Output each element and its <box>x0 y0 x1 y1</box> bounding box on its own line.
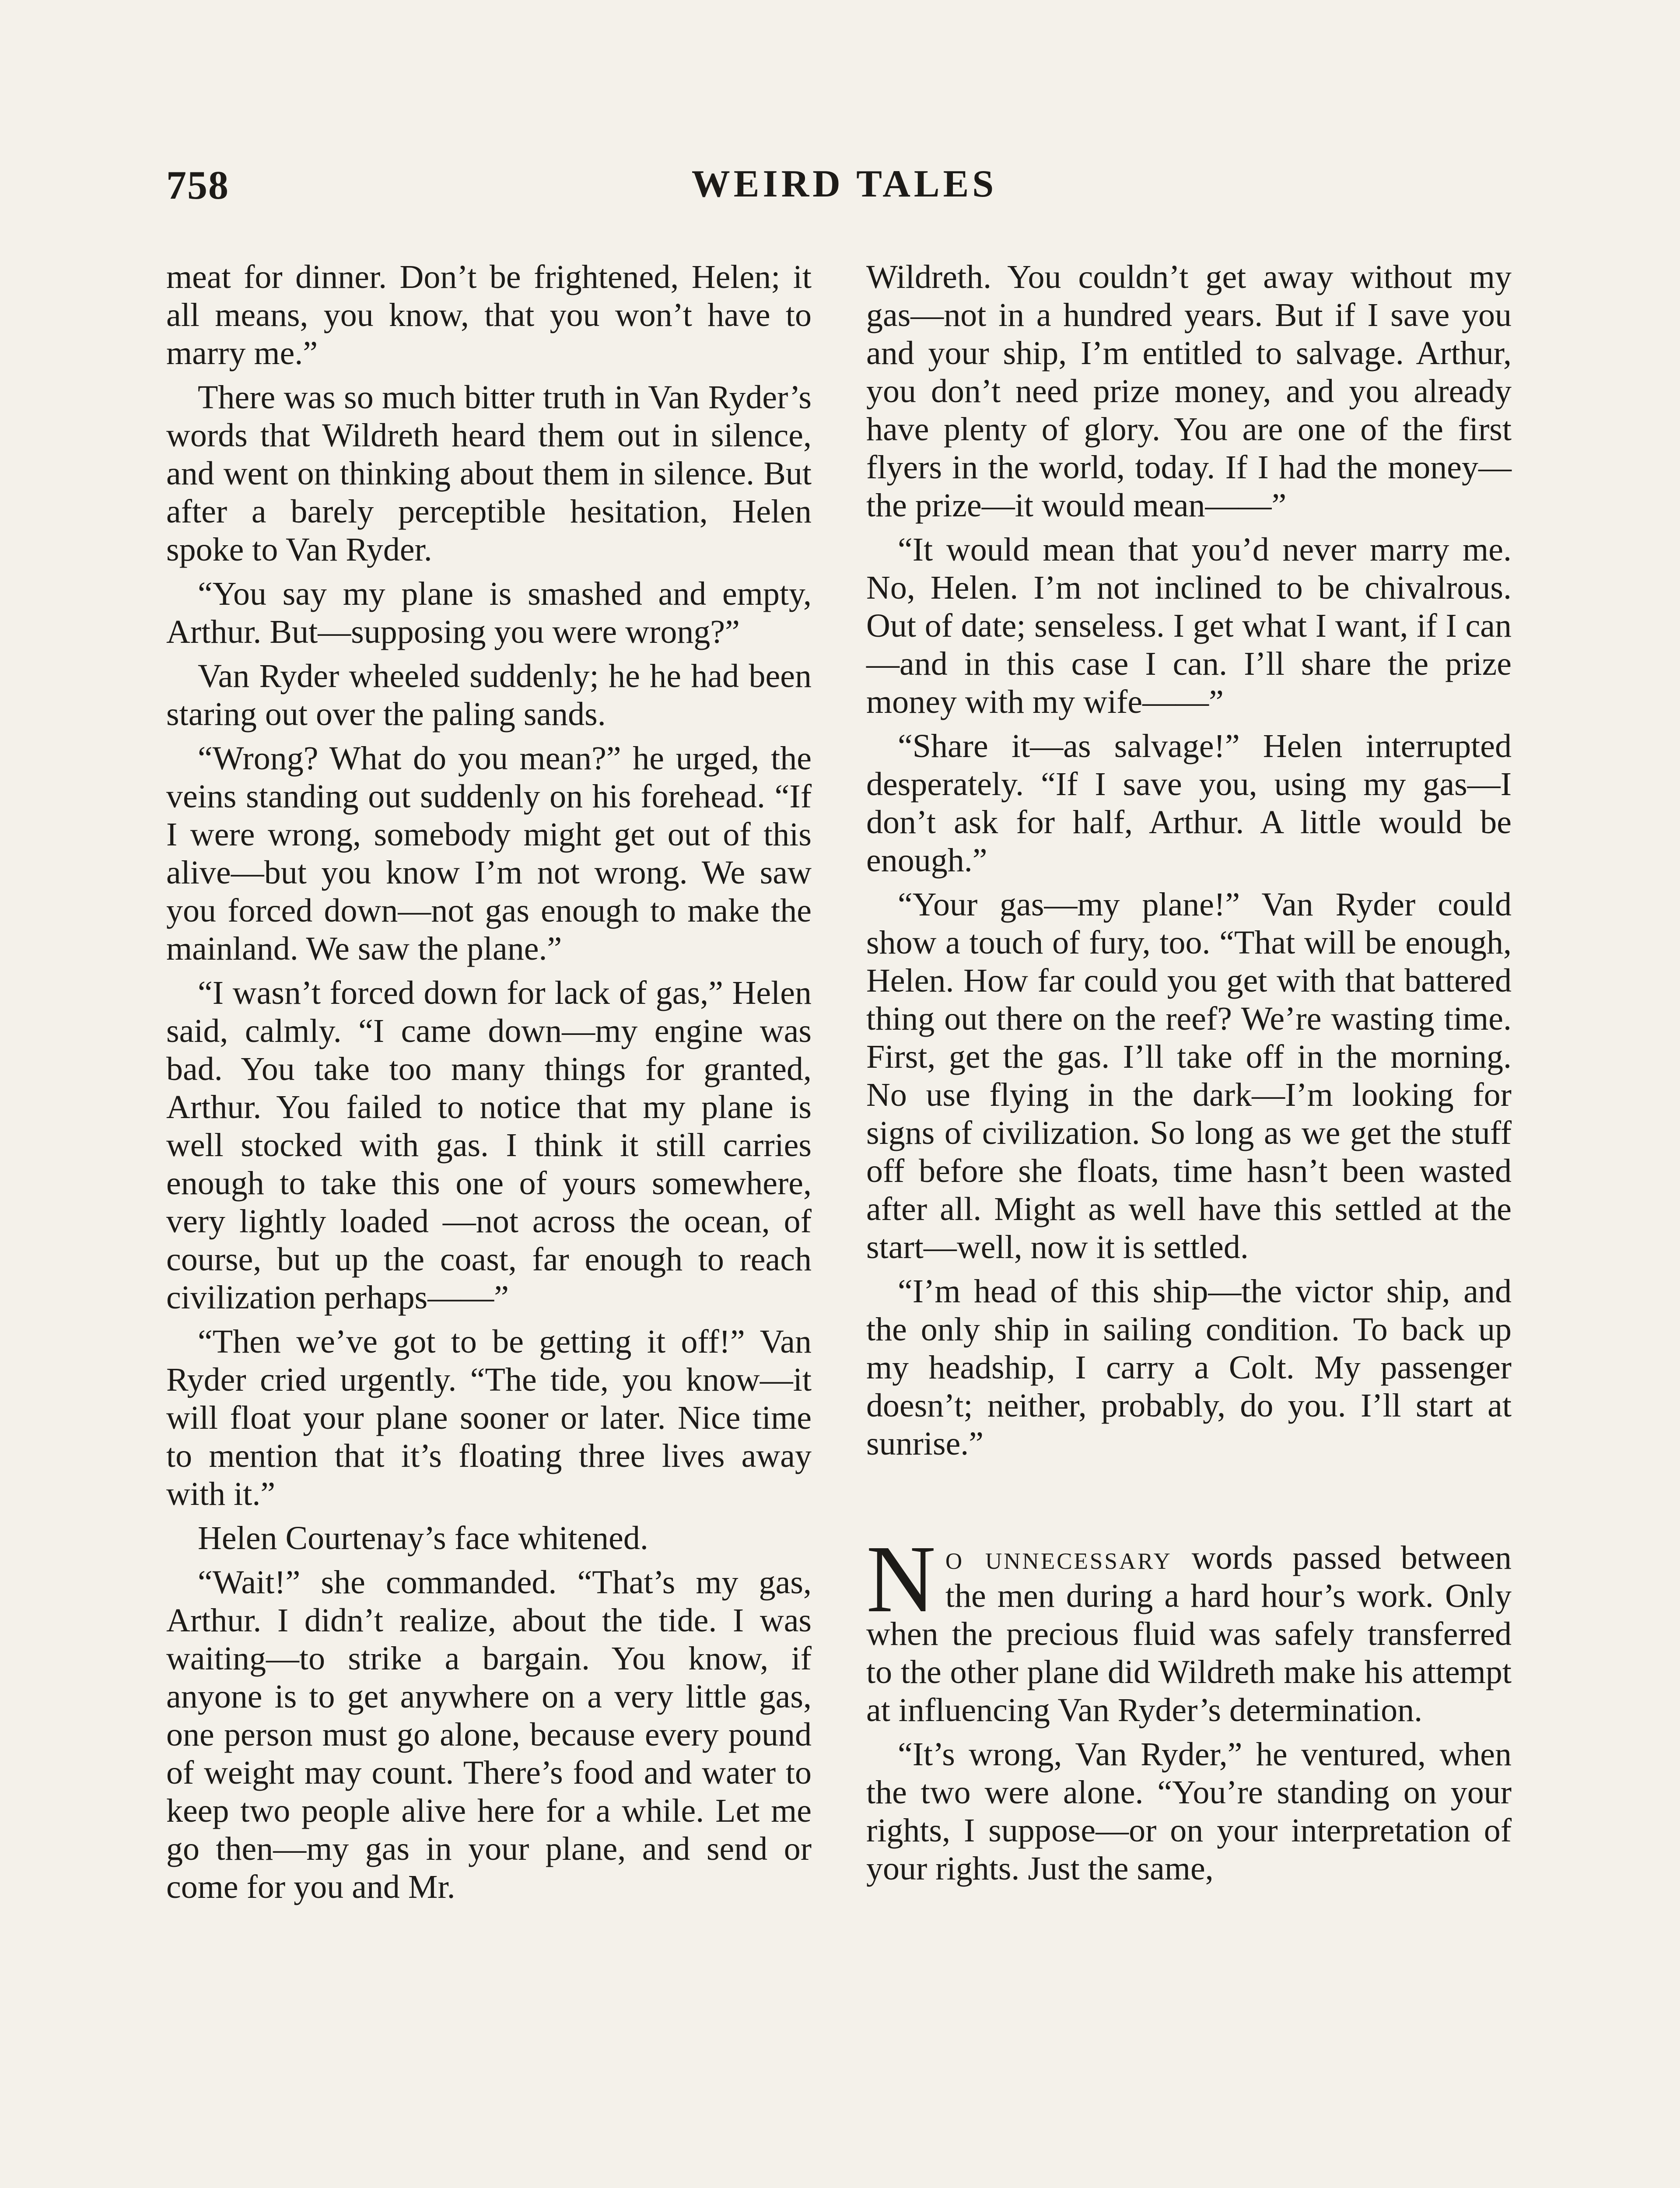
page-number: 758 <box>166 163 229 207</box>
paragraph: “Then we’ve got to be getting it off!” Van Ryder cried urgently. “The tide, you know—it will float your plane sooner or later. Nice time to mention that it’s floating three lives away with it.” <box>166 1323 812 1512</box>
paragraph: “Your gas—my plane!” Van Ryder could show a touch of fury, too. “That will be enough, Helen. How far could you get with that battered thing out there on the reef? We’re wasting time. First, get the gas. I’ll take off in the morning. No use flying in the dark—I’m looking for signs of civilization. So long as we get the stuff off before she floats, time hasn’t been wasted after all. Might as well have this settled at the start—well, now it is settled. <box>866 886 1512 1266</box>
paragraph: meat for dinner. Don’t be frightened, Helen; it all means, you know, that you won’t have to marry me.” <box>166 259 812 372</box>
right-column <box>866 258 1512 1894</box>
section-break <box>866 1469 1512 1539</box>
page-header <box>166 158 1522 228</box>
paragraph-text: words passed between the men during a hard hour’s work. Only when the precious fluid was safely transferred to the other plane did Wildreth make his attempt at influencing Van Ryder’s determination. <box>866 1539 1512 1729</box>
paragraph: “I wasn’t forced down for lack of gas,” Helen said, calmly. “I came down—my engine was bad. You take too many things for granted, Arthur. You failed to notice that my plane is well stocked with gas. I think it still carries enough to take this one of yours somewhere, very lightly loaded —not across the ocean, of course, but up the coast, far enough to reach civilization perhaps——” <box>166 975 812 1316</box>
paragraph: “It’s wrong, Van Ryder,” he ventured, when the two were alone. “You’re standing on your rights, I suppose—or on your interpretation of your rights. Just the same, <box>866 1736 1512 1887</box>
paragraph: Helen Courtenay’s face whitened. <box>198 1520 648 1557</box>
paragraph: “Wait!” she commanded. “That’s my gas, Arthur. I didn’t realize, about the tide. I was waiting—to strike a bargain. You know, if anyone is to get anywhere on a very little gas, one person must go alone, because every pound of weight may count. There’s food and water to keep two people alive here for a while. Let me go then—my gas in your plane, and send or come for you and Mr. <box>166 1564 812 1905</box>
paragraph: “I’m head of this ship—the victor ship, and the only ship in sailing condition. To back up my headship, I carry a Colt. My passenger doesn’t; neither, probably, do you. I’ll start at sunrise.” <box>866 1273 1512 1462</box>
section-opening-paragraph <box>866 1525 1512 1729</box>
paragraph: “It would mean that you’d never marry me. No, Helen. I’m not inclined to be chivalrous. Out of date; senseless. I get what I want, if I can—and in this case I can. I’ll share the prize money with my wife——” <box>866 531 1512 720</box>
running-title: WEIRD TALES <box>691 163 998 205</box>
paragraph: Wildreth. You couldn’t get away without my gas—not in a hundred years. But if I save you and your ship, I’m entitled to salvage. Arthur, you don’t need prize money, and you already have plenty of glory. You are one of the first flyers in the world, today. If I had the money— the prize—it would mean——” <box>866 259 1512 524</box>
drop-cap: N <box>866 1525 936 1632</box>
small-caps-lead: o unnecessary <box>945 1539 1172 1576</box>
paragraph: “You say my plane is smashed and empty, Arthur. But—supposing you were wrong?” <box>166 575 812 650</box>
left-column <box>166 258 812 1912</box>
paragraph: There was so much bitter truth in Van Ryder’s words that Wildreth heard them out in silence, and went on thinking about them in silence. But after a barely perceptible hesitation, Helen spoke to Van Ryder. <box>166 379 812 568</box>
paragraph: “Share it—as salvage!” Helen interrupted desperately. “If I save you, using my gas—I don’t ask for half, Arthur. A little would be enough.” <box>866 728 1512 879</box>
paragraph: Van Ryder wheeled suddenly; he he had been staring out over the paling sands. <box>166 658 812 733</box>
paragraph: “Wrong? What do you mean?” he urged, the veins standing out suddenly on his forehead. “If I were wrong, somebody might get out of this alive—but you know I’m not wrong. We saw you forced down—not gas enough to make the mainland. We saw the plane.” <box>166 740 812 967</box>
